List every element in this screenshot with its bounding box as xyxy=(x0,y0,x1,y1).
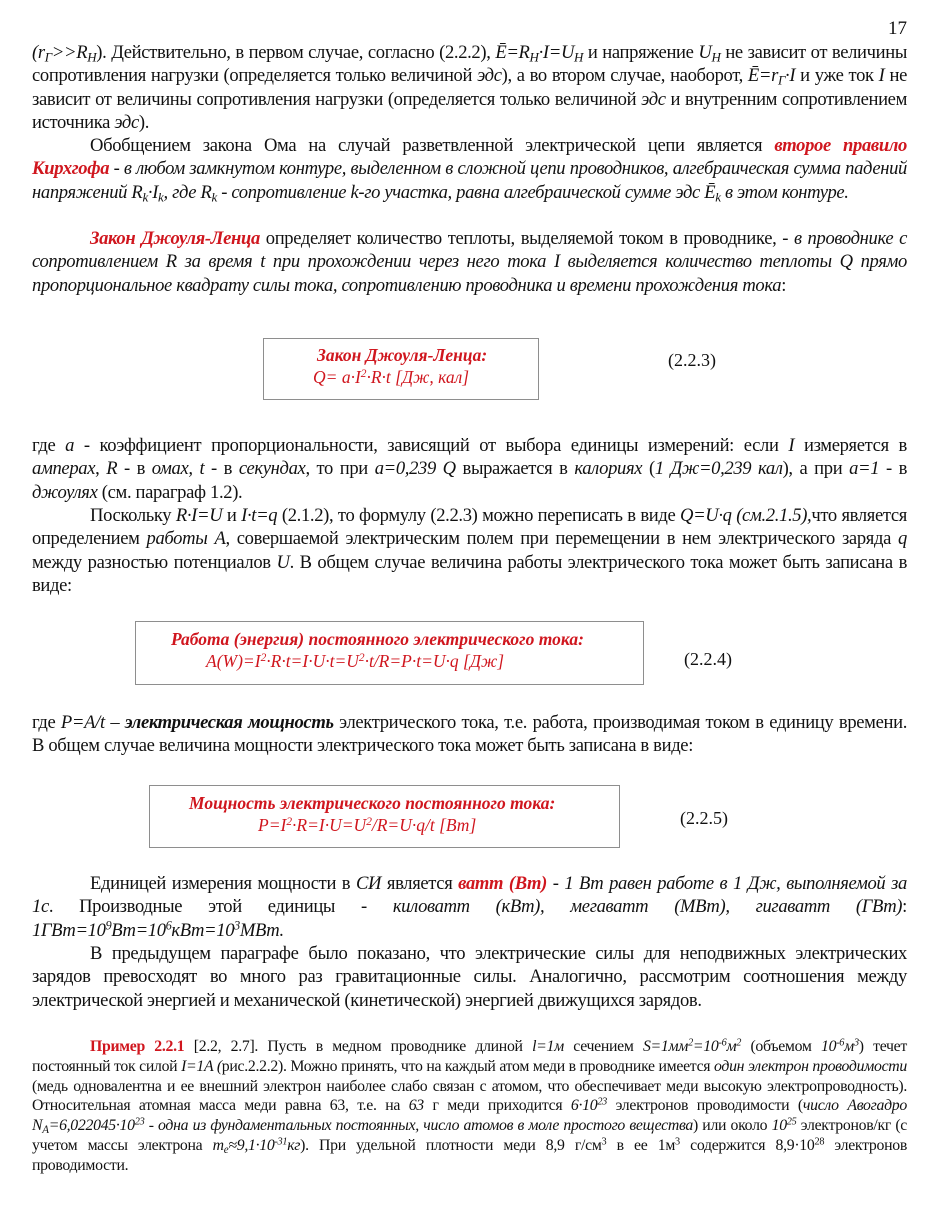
formula-box-joule-lenz xyxy=(263,338,539,400)
paragraph-kirchhoff: Обобщением закона Ома на случай разветвленной электрической цепи является второе правило Кирхгофа - в любом замкнутом контуре, выделенном в сложной цепи проводников, алгебраическая сумма падений напряжений $R_k\cdot I_k$, где $R_k$ - сопротивление k-го участка, равна алгебраической сумме эдс $Ē_k$ в этом контуре. xyxy=(32,135,907,205)
formula: $P=I^2\cdot R=I\cdot U=U^2/R=U\cdot q/t$ [Вт] xyxy=(258,815,477,835)
equation-number: (2.2.5) xyxy=(680,808,728,828)
paragraph-load-resistance: $(r_Г>>R_Н)$. Действительно, в первом случае, согласно (2.2.2), $Ē=R_Н\cdot I=U_Н$ и напряжение $U_Н$ не зависит от величины сопротивления нагрузки (определяется только величиной эдс), а во втором случае, наоборот, $Ē=r_Г\cdot I$ и уже ток I не зависит от величины сопротивления нагрузки (определяется только величиной эдс и внутренним сопротивлением источника эдс). xyxy=(32,42,908,134)
term-kirchhoff: второе правило Кирхгофа xyxy=(32,135,907,180)
example-2-2-1: Пример 2.2.1 [2.2, 2.7]. Пусть в медном проводнике длиной l=1м сечением $S=1мм^2=10^{-6}м^2$ (объемом $10^{-6}м^3$) течет постоянный ток силой I=1A (рис.2.2.2). Можно принять, что на каждый атом меди в проводнике имеется один электрон проводимости (медь одновалентна и ее внешний электрон наиболее слабо связан с атомом, что обеспечивает меди высокую электропроводность). Относительная атомная масса меди равна 63, т.е. на 63 г меди приходится $6\cdot 10^{23}$ электронов проводимости (число Авогадро $N_A=6,022045\cdot 10^{23}$ - одна из фундаментальных постоянных, число атомов в моле простого вещества) или около $10^{25}$ электронов/кг (с учетом массы электрона $m_e\approx 9,1\cdot 10^{-31}кг$). При удельной плотности меди 8,9 $г/см^3$ в ее $1м^3$ содержится $8,9\cdot 10^{28}$ электронов проводимости. xyxy=(32,1037,908,1174)
formula-title: Работа (энергия) постоянного электрического тока: xyxy=(171,629,584,649)
paragraph-coefficient: где a - коэффициент пропорциональности, зависящий от выбора единицы измерений: если I измеряется в амперах, R - в омах, t - в секундах, то при a=0,239 Q выражается в калориях (1 Дж=0,239 кал), а при a=1 - в джоулях (см. параграф 1.2). xyxy=(32,435,907,503)
formula-box-work xyxy=(135,621,644,685)
paragraph-joule-lenz: Закон Джоуля-Ленца определяет количество теплоты, выделяемой током в проводнике, - в проводнике с сопротивлением R за время t при прохождении через него тока I выделяется количество теплоты Q прямо пропорциональное квадрату силы тока, сопротивлению проводника и времени прохождения тока: xyxy=(32,228,907,296)
term-electric-power: электрическая мощность xyxy=(124,712,334,733)
term-joule-lenz: Закон Джоуля-Ленца xyxy=(90,228,260,249)
term-watt: ватт (Вт) xyxy=(458,873,547,894)
equation-number: (2.2.4) xyxy=(684,649,732,669)
formula: $A(W)=I^2\cdot R\cdot t=I\cdot U\cdot t=U^2\cdot t/R=P\cdot t=U\cdot q$ [Дж] xyxy=(206,651,505,671)
formula-title: Мощность электрического постоянного тока: xyxy=(189,793,556,813)
example-label: Пример 2.2.1 xyxy=(90,1038,185,1055)
formula-title: Закон Джоуля-Ленца: xyxy=(317,345,488,365)
paragraph-power: где P=A/t – электрическая мощность электрического тока, т.е. работа, производимая током в единицу времени. В общем случае величина мощности электрического тока может быть записана в виде: xyxy=(32,712,907,757)
equation-number: (2.2.3) xyxy=(668,350,716,370)
formula: $Q= a\cdot I^2\cdot R\cdot t$ [Дж, кал] xyxy=(313,367,470,387)
paragraph-watt: Единицей измерения мощности в СИ является ватт (Вт) - 1 Вт равен работе в 1 Дж, выполняемой за 1с. Производные этой единицы - киловатт (кВт), мегаватт (МВт), гигаватт (ГВт): $1ГВт=10^9Вт=10^6кВт=10^3МВт$. xyxy=(32,873,907,941)
page-number: 17 xyxy=(888,18,907,39)
formula-box-power xyxy=(149,785,620,848)
paragraph-previous: В предыдущем параграфе было показано, что электрические силы для неподвижных электрических зарядов превосходят во много раз гравитационные силы. Аналогично, рассмотрим соотношения между электрической энергией и механической (кинетической) энергией движущихся зарядов. xyxy=(32,943,907,1011)
math: (r xyxy=(32,42,45,63)
paragraph-work: Поскольку R·I=U и I·t=q (2.1.2), то формулу (2.2.3) можно переписать в виде Q=U·q (см.2.1.5),что является определением работы A, совершаемой электрическим полем при перемещении в нем электрического заряда q между разностью потенциалов U. В общем случае величина работы электрического тока может быть записана в виде: xyxy=(32,505,907,597)
